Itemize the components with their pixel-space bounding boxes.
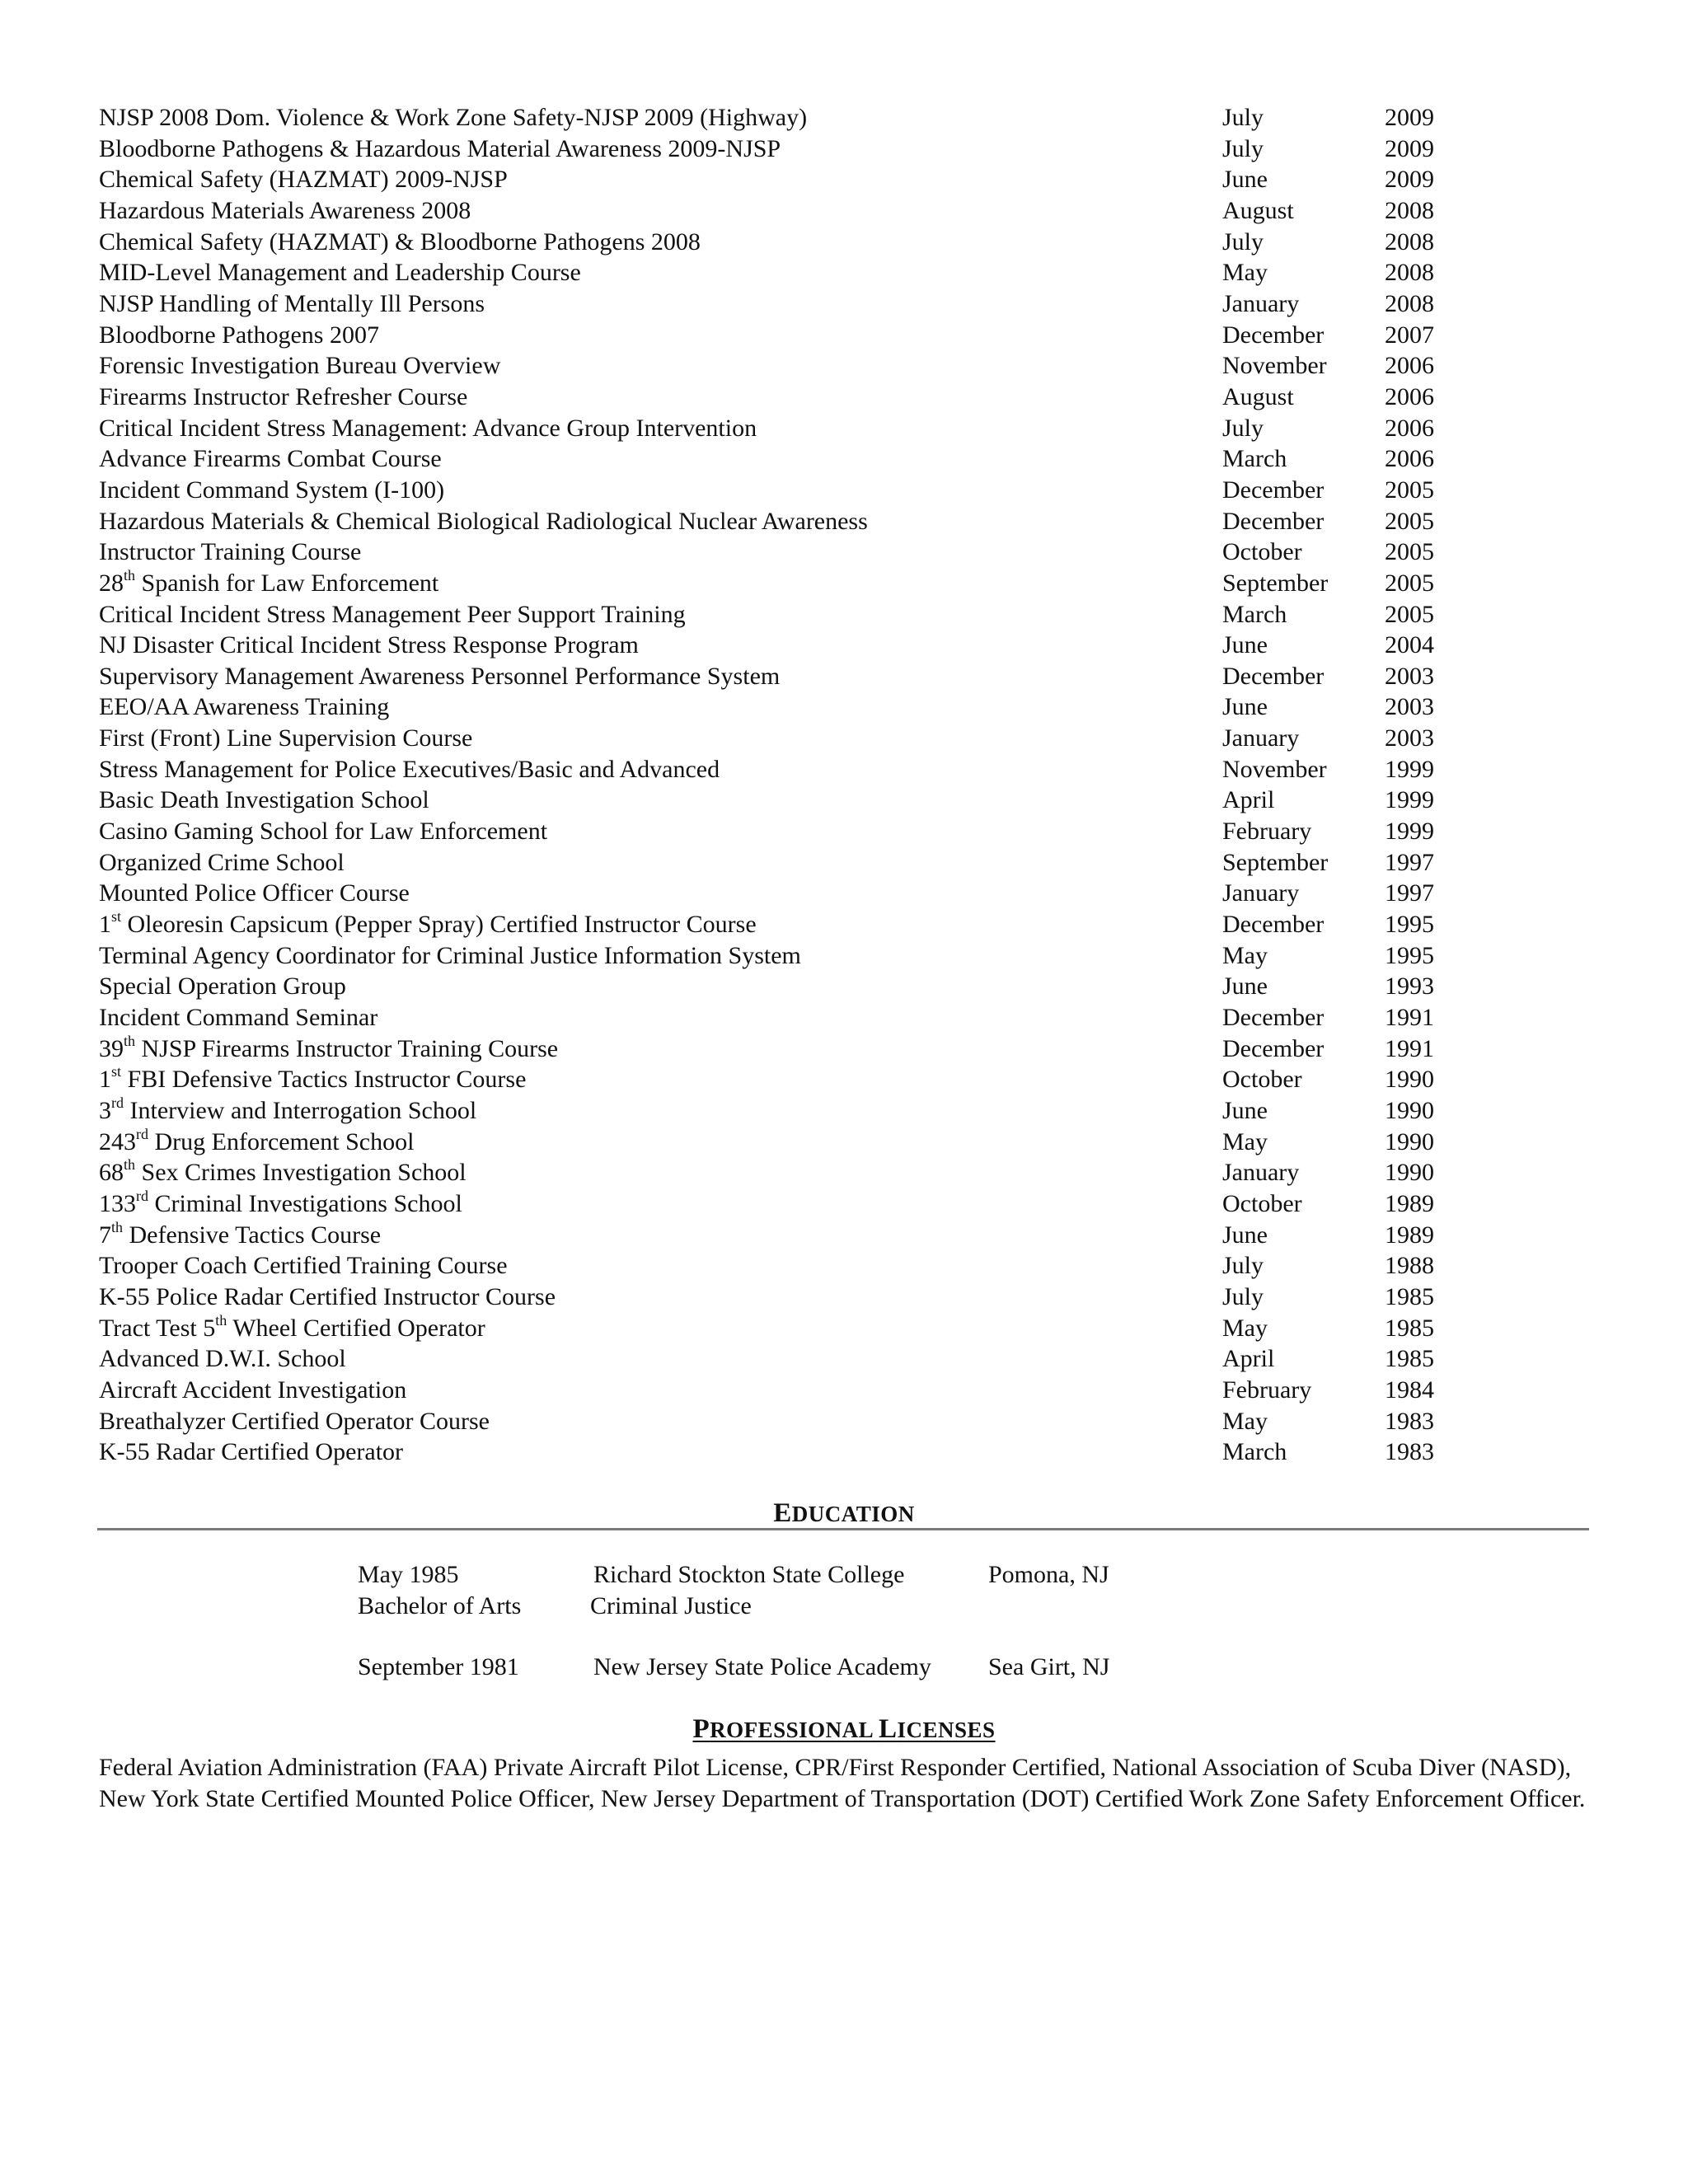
course-title-text: Chemical Safety (HAZMAT) 2009-NJSP — [99, 166, 508, 194]
course-title-rest: NJSP Firearms Instructor Training Course — [135, 1034, 559, 1062]
course-title — [99, 661, 780, 692]
course-month: January — [1222, 289, 1300, 317]
course-title — [99, 1406, 490, 1437]
course-row — [99, 475, 1434, 506]
course-year: 2003 — [1385, 662, 1434, 690]
course-month: June — [1222, 631, 1268, 659]
course-title-text: Firearms Instructor Refresher Course — [99, 382, 468, 410]
course-row — [99, 1406, 1434, 1437]
course-month: July — [1222, 104, 1264, 131]
education-heading-rest: DUCATION — [791, 1502, 915, 1526]
training-course-list — [99, 102, 1434, 1468]
course-month: December — [1222, 662, 1325, 690]
course-year: 1997 — [1385, 848, 1434, 876]
course-year: 2006 — [1385, 352, 1434, 380]
course-row — [99, 350, 1434, 382]
course-month: May — [1222, 1127, 1268, 1155]
ordinal-suffix: rd — [111, 1094, 124, 1111]
course-row — [99, 227, 1434, 258]
course-title-text: NJSP Handling of Mentally Ill Persons — [99, 289, 485, 317]
course-title-text: Basic Death Investigation School — [99, 786, 429, 814]
course-year: 1991 — [1385, 1004, 1434, 1032]
licenses-heading — [0, 1714, 1688, 1745]
course-row — [99, 723, 1434, 754]
course-year: 2007 — [1385, 321, 1434, 349]
course-title — [99, 350, 500, 382]
course-month: November — [1222, 755, 1327, 783]
course-title-text: Stress Management for Police Executives/Basic and Advanced — [99, 755, 720, 783]
course-title-text: 7 — [99, 1221, 111, 1249]
course-row — [99, 1375, 1434, 1406]
course-month: December — [1222, 1034, 1325, 1062]
course-year: 1990 — [1385, 1066, 1434, 1094]
course-title — [99, 537, 361, 568]
course-title-rest: Drug Enforcement School — [148, 1127, 415, 1155]
ordinal-suffix: th — [124, 566, 136, 583]
course-month: May — [1222, 1314, 1268, 1342]
course-month: March — [1222, 1438, 1287, 1466]
course-month: June — [1222, 166, 1268, 194]
course-year: 1990 — [1385, 1097, 1434, 1124]
course-month: February — [1222, 818, 1312, 846]
course-year: 1993 — [1385, 972, 1434, 1001]
course-row — [99, 506, 1434, 537]
course-year: 1991 — [1385, 1034, 1434, 1062]
course-row — [99, 599, 1434, 630]
course-year: 1984 — [1385, 1376, 1434, 1404]
course-title — [99, 1002, 377, 1033]
course-title — [99, 102, 807, 134]
course-title — [99, 754, 720, 785]
course-title — [99, 630, 639, 661]
course-year: 2005 — [1385, 507, 1434, 535]
course-title-text: Breathalyzer Certified Operator Course — [99, 1407, 490, 1435]
course-title — [99, 599, 686, 630]
course-month: December — [1222, 1004, 1325, 1032]
course-title — [99, 878, 410, 909]
course-title-text: Tract Test 5 — [99, 1314, 216, 1342]
course-year: 2006 — [1385, 414, 1434, 442]
course-title-text: 133 — [99, 1189, 136, 1217]
course-row — [99, 320, 1434, 351]
course-month: October — [1222, 1066, 1302, 1094]
course-title-text: NJSP 2008 Dom. Violence & Work Zone Safety-NJSP 2009 (Highway) — [99, 104, 808, 131]
course-title — [99, 1033, 558, 1065]
course-row — [99, 1250, 1434, 1282]
course-year: 2005 — [1385, 538, 1434, 566]
education-heading — [0, 1498, 1688, 1529]
course-row — [99, 908, 1434, 940]
course-title-text: Incident Command Seminar — [99, 1004, 378, 1032]
course-year: 1990 — [1385, 1127, 1434, 1155]
course-year: 1995 — [1385, 941, 1434, 969]
course-month: April — [1222, 786, 1275, 814]
course-year: 1983 — [1385, 1407, 1434, 1435]
ordinal-suffix: th — [215, 1311, 227, 1329]
course-year: 1985 — [1385, 1282, 1434, 1310]
course-year: 2005 — [1385, 476, 1434, 504]
course-title-text: Bloodborne Pathogens & Hazardous Material Awareness 2009-NJSP — [99, 134, 781, 162]
course-title-text: Incident Command System (I-100) — [99, 476, 445, 504]
course-row — [99, 971, 1434, 1002]
course-title-text: K-55 Police Radar Certified Instructor Course — [99, 1282, 556, 1310]
course-title-rest: Spanish for Law Enforcement — [135, 569, 439, 597]
course-title — [99, 195, 471, 227]
education-heading-initial: E — [773, 1498, 792, 1528]
course-title — [99, 847, 345, 879]
course-month: June — [1222, 972, 1268, 1001]
course-title — [99, 1343, 346, 1375]
course-year: 2006 — [1385, 382, 1434, 410]
education-date: May 1985 — [358, 1561, 459, 1588]
course-year: 1990 — [1385, 1159, 1434, 1187]
course-row — [99, 134, 1434, 165]
course-year: 1997 — [1385, 879, 1434, 907]
course-title-text: 68 — [99, 1159, 124, 1187]
course-year: 2006 — [1385, 445, 1434, 473]
course-title — [99, 288, 485, 320]
course-row — [99, 195, 1434, 227]
course-month: December — [1222, 911, 1325, 939]
course-title-text: First (Front) Line Supervision Course — [99, 724, 473, 752]
education-location: Pomona, NJ — [988, 1561, 1109, 1588]
course-year: 1999 — [1385, 818, 1434, 846]
course-title-text: Advance Firearms Combat Course — [99, 445, 442, 473]
course-title — [99, 382, 467, 413]
course-title-text: Casino Gaming School for Law Enforcement — [99, 818, 548, 846]
course-year: 2005 — [1385, 569, 1434, 597]
course-title — [99, 971, 346, 1002]
course-month: December — [1222, 507, 1325, 535]
course-month: June — [1222, 1097, 1268, 1124]
course-title-text: Hazardous Materials Awareness 2008 — [99, 196, 471, 224]
course-row — [99, 1282, 1434, 1313]
course-title-rest: Defensive Tactics Course — [123, 1221, 382, 1249]
course-title-rest: Sex Crimes Investigation School — [135, 1159, 467, 1187]
course-month: May — [1222, 941, 1268, 969]
course-row — [99, 382, 1434, 413]
course-title — [99, 1436, 403, 1468]
course-year: 2009 — [1385, 104, 1434, 131]
course-title-text: MID-Level Management and Leadership Course — [99, 259, 581, 287]
course-title — [99, 475, 444, 506]
education-institution: Richard Stockton State College — [593, 1561, 905, 1588]
course-title-text: Advanced D.W.I. School — [99, 1345, 346, 1373]
course-title-text: Critical Incident Stress Management Peer Support Training — [99, 600, 686, 628]
ordinal-suffix: th — [124, 1032, 136, 1049]
course-year: 1999 — [1385, 755, 1434, 783]
course-title — [99, 940, 801, 972]
course-year: 1988 — [1385, 1252, 1434, 1280]
ordinal-suffix: st — [111, 1063, 122, 1080]
course-title-text: Trooper Coach Certified Training Course — [99, 1252, 508, 1280]
course-row — [99, 1187, 1434, 1220]
course-title — [99, 816, 547, 847]
course-title — [99, 506, 868, 537]
ordinal-suffix: st — [111, 908, 122, 926]
course-year: 2008 — [1385, 196, 1434, 224]
course-year: 2008 — [1385, 259, 1434, 287]
course-month: May — [1222, 259, 1268, 287]
course-row — [99, 537, 1434, 568]
course-title — [99, 1220, 381, 1251]
course-row — [99, 1218, 1434, 1251]
course-month: October — [1222, 1189, 1302, 1217]
course-title — [99, 1250, 508, 1282]
course-month: April — [1222, 1345, 1275, 1373]
course-year: 1989 — [1385, 1221, 1434, 1249]
course-row — [99, 257, 1434, 288]
course-row — [99, 661, 1434, 692]
course-row — [99, 847, 1434, 879]
course-year: 1989 — [1385, 1189, 1434, 1217]
course-title — [99, 1095, 476, 1127]
course-row — [99, 1156, 1434, 1188]
course-title-text: Aircraft Accident Investigation — [99, 1376, 407, 1404]
course-year: 2003 — [1385, 724, 1434, 752]
education-field: Criminal Justice — [590, 1592, 752, 1619]
course-title — [99, 568, 438, 599]
education-institution: New Jersey State Police Academy — [593, 1653, 931, 1680]
course-title-text: 1 — [99, 1066, 111, 1094]
course-title-rest: FBI Defensive Tactics Instructor Course — [121, 1066, 527, 1094]
course-row — [99, 443, 1434, 475]
course-year: 2004 — [1385, 631, 1434, 659]
course-month: March — [1222, 445, 1287, 473]
course-row — [99, 1343, 1434, 1375]
course-row — [99, 878, 1434, 909]
course-month: May — [1222, 1407, 1268, 1435]
course-row — [99, 816, 1434, 847]
course-month: August — [1222, 196, 1294, 224]
course-month: November — [1222, 352, 1327, 380]
course-title-text: Mounted Police Officer Course — [99, 879, 410, 907]
course-title-rest: Oleoresin Capsicum (Pepper Spray) Certified Instructor Course — [121, 911, 757, 939]
course-title-text: Instructor Training Course — [99, 538, 362, 566]
course-title — [99, 1127, 414, 1158]
course-month: August — [1222, 382, 1294, 410]
course-title — [99, 164, 508, 195]
course-year: 1999 — [1385, 786, 1434, 814]
course-month: June — [1222, 693, 1268, 721]
course-title-text: 3 — [99, 1097, 111, 1124]
course-title — [99, 785, 429, 816]
course-month: February — [1222, 1376, 1312, 1404]
course-month: July — [1222, 414, 1264, 442]
course-title-text: K-55 Radar Certified Operator — [99, 1438, 404, 1466]
course-year: 2005 — [1385, 600, 1434, 628]
course-row — [99, 1436, 1434, 1468]
course-row — [99, 1094, 1434, 1127]
course-month: December — [1222, 476, 1325, 504]
course-month: July — [1222, 227, 1264, 255]
course-year: 2008 — [1385, 289, 1434, 317]
ordinal-suffix: rd — [136, 1187, 148, 1204]
course-title-text: 243 — [99, 1127, 136, 1155]
course-title-text: Supervisory Management Awareness Personnel Performance System — [99, 662, 781, 690]
course-row — [99, 691, 1434, 723]
course-title-rest: Interview and Interrogation School — [124, 1097, 477, 1124]
course-title — [99, 1064, 526, 1095]
course-year: 2009 — [1385, 166, 1434, 194]
course-month: March — [1222, 600, 1287, 628]
course-year: 1985 — [1385, 1345, 1434, 1373]
course-title — [99, 1313, 485, 1344]
course-title-text: 1 — [99, 911, 111, 939]
course-title — [99, 1282, 556, 1313]
course-title-rest: Wheel Certified Operator — [227, 1314, 485, 1342]
course-month: September — [1222, 569, 1329, 597]
course-month: September — [1222, 848, 1329, 876]
course-row — [99, 1063, 1434, 1095]
course-title-rest: Criminal Investigations School — [148, 1189, 462, 1217]
course-title-text: Organized Crime School — [99, 848, 345, 876]
course-year: 2009 — [1385, 134, 1434, 162]
education-date: September 1981 — [358, 1653, 519, 1680]
course-month: July — [1222, 1252, 1264, 1280]
licenses-paragraph: Federal Aviation Administration (FAA) Private Aircraft Pilot License, CPR/First Responder Certified, National Association of Scuba Diver (NASD), New York State Certified Mounted Police Officer, New Jersey Department of Transportation (DOT) Certified Work Zone Safety Enforcement Officer. — [99, 1754, 1586, 1812]
course-year: 2008 — [1385, 227, 1434, 255]
course-row — [99, 164, 1434, 195]
course-row — [99, 785, 1434, 816]
course-month: June — [1222, 1221, 1268, 1249]
course-title — [99, 909, 757, 940]
licenses-heading-initial: P — [692, 1714, 710, 1744]
course-title — [99, 691, 389, 723]
course-row — [99, 413, 1434, 444]
ordinal-suffix: rd — [136, 1125, 148, 1142]
course-title-text: Bloodborne Pathogens 2007 — [99, 321, 379, 349]
course-row — [99, 1032, 1434, 1065]
course-title-text: Special Operation Group — [99, 972, 346, 1001]
course-month: January — [1222, 879, 1300, 907]
course-title — [99, 723, 472, 754]
course-year: 2003 — [1385, 693, 1434, 721]
education-divider — [97, 1528, 1589, 1530]
course-month: July — [1222, 134, 1264, 162]
course-title — [99, 227, 701, 258]
course-row — [99, 940, 1434, 972]
education-degree: Bachelor of Arts — [358, 1592, 522, 1619]
course-row — [99, 566, 1434, 599]
course-title-text: EEO/AA Awareness Training — [99, 693, 390, 721]
course-title-text: 28 — [99, 569, 124, 597]
course-year: 1985 — [1385, 1314, 1434, 1342]
course-title — [99, 443, 442, 475]
course-title-text: Hazardous Materials & Chemical Biological Radiological Nuclear Awareness — [99, 507, 868, 535]
course-title — [99, 1188, 462, 1220]
course-title — [99, 413, 757, 444]
course-month: December — [1222, 321, 1325, 349]
course-month: January — [1222, 724, 1300, 752]
education-location: Sea Girt, NJ — [988, 1653, 1110, 1680]
course-title-text: 39 — [99, 1034, 124, 1062]
course-row — [99, 630, 1434, 661]
course-month: January — [1222, 1159, 1300, 1187]
licenses-heading-rest: ICENSES — [897, 1718, 996, 1742]
course-title — [99, 320, 379, 351]
course-title — [99, 1157, 467, 1188]
licenses-heading-rest: ROFESSIONAL — [710, 1718, 879, 1742]
course-row — [99, 1311, 1434, 1344]
course-row — [99, 102, 1434, 134]
course-title-text: Chemical Safety (HAZMAT) & Bloodborne Pathogens 2008 — [99, 227, 701, 255]
course-row — [99, 1002, 1434, 1033]
course-row — [99, 754, 1434, 785]
course-title — [99, 134, 781, 165]
ordinal-suffix: th — [111, 1218, 124, 1235]
course-title-text: NJ Disaster Critical Incident Stress Response Program — [99, 631, 639, 659]
course-year: 1995 — [1385, 911, 1434, 939]
course-title-text: Critical Incident Stress Management: Advance Group Intervention — [99, 414, 757, 442]
course-year: 1983 — [1385, 1438, 1434, 1466]
course-title — [99, 257, 581, 288]
licenses-heading-initial: L — [878, 1714, 898, 1744]
course-month: October — [1222, 538, 1302, 566]
course-title-text: Terminal Agency Coordinator for Criminal Justice Information System — [99, 941, 801, 969]
course-title — [99, 1375, 406, 1406]
course-row — [99, 288, 1434, 320]
course-title-text: Forensic Investigation Bureau Overview — [99, 352, 501, 380]
course-month: July — [1222, 1282, 1264, 1310]
course-row — [99, 1125, 1434, 1158]
ordinal-suffix: th — [124, 1156, 136, 1174]
